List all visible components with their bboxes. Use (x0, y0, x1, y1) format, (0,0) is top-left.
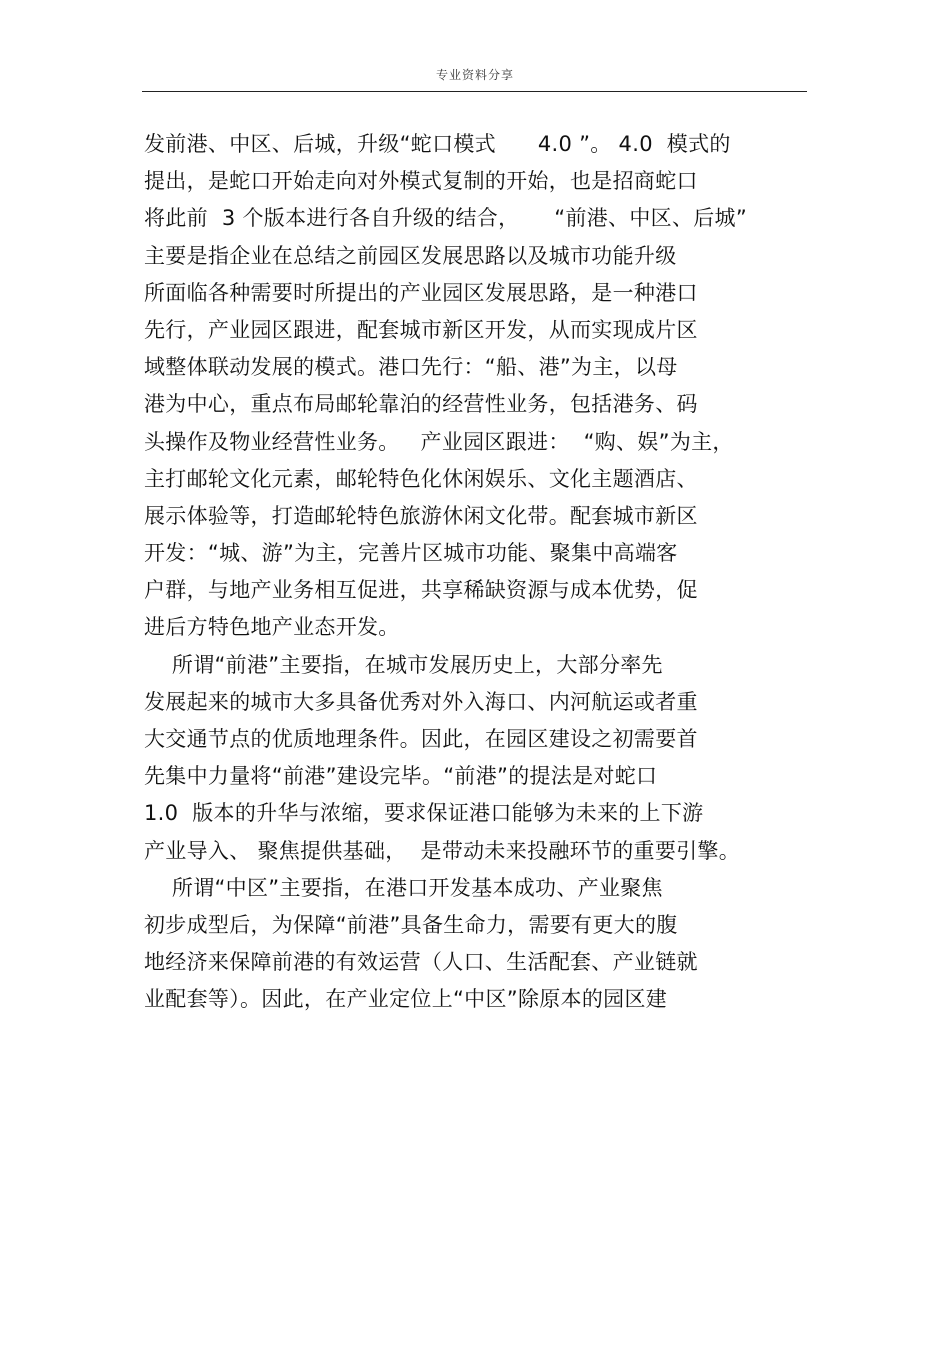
text-line: 港为中心，重点布局邮轮靠泊的经营性业务，包括港务、码 (144, 392, 698, 417)
text-line: 户群，与地产业务相互促进，共享稀缺资源与成本优势，促 (144, 578, 698, 603)
text-line: 主要是指企业在总结之前园区发展思路以及城市功能升级 (144, 243, 677, 268)
text-line: 发展起来的城市大多具备优秀对外入海口、内河航运或者重 (144, 689, 698, 714)
text-line: 头操作及物业经营性业务。 产业园区跟进： “购、娱”为主， (144, 429, 734, 454)
text-line: 提出，是蛇口开始走向对外模式复制的开始，也是招商蛇口 (144, 169, 698, 194)
text-line: 域整体联动发展的模式。港口先行：“船、港”为主，以母 (144, 355, 678, 380)
text-line: 先行，产业园区跟进，配套城市新区开发，从而实现成片区 (144, 317, 698, 342)
text-line: 发前港、中区、后城，升级“蛇口模式 4.0 ”。 4.0 模式的 (144, 132, 731, 156)
text-line: 先集中力量将“前港”建设完毕。“前港”的提法是对蛇口 (144, 764, 658, 789)
text-line: 大交通节点的优质地理条件。因此，在园区建设之初需要首 (144, 727, 698, 751)
page-header: 专业资料分享 (435, 68, 514, 82)
text-line: 所面临各种需要时所提出的产业园区发展思路，是一种港口 (144, 280, 698, 305)
text-line: 所谓“中区”主要指，在港口开发基本成功、产业聚焦 (144, 875, 663, 900)
text-line: 业配套等）。因此，在产业定位上“中区”除原本的园区建 (144, 987, 668, 1012)
text-line: 地经济来保障前港的有效运营（人口、生活配套、产业链就 (144, 950, 698, 975)
header-divider (142, 91, 807, 92)
text-line: 1.0 版本的升华与浓缩，要求保证港口能够为未来的上下游 (144, 801, 704, 826)
document-body (144, 126, 814, 1019)
text-line: 展示体验等，打造邮轮特色旅游休闲文化带。配套城市新区 (144, 503, 698, 528)
text-line: 进后方特色地产业态开发。 (144, 615, 400, 640)
text-line: 开发：“城、游”为主，完善片区城市功能、聚集中高端客 (144, 541, 678, 566)
text-line: 将此前 3 个版本进行各自升级的结合， “前港、中区、后城” (144, 206, 748, 231)
text-line: 产业导入、 聚焦提供基础， 是带动未来投融环节的重要引擎。 (144, 838, 741, 863)
text-line: 主打邮轮文化元素，邮轮特色化休闲娱乐、文化主题酒店、 (144, 466, 698, 491)
text-line: 所谓“前港”主要指，在城市发展历史上，大部分率先 (144, 652, 663, 677)
text-line: 初步成型后，为保障“前港”具备生命力，需要有更大的腹 (144, 912, 678, 937)
